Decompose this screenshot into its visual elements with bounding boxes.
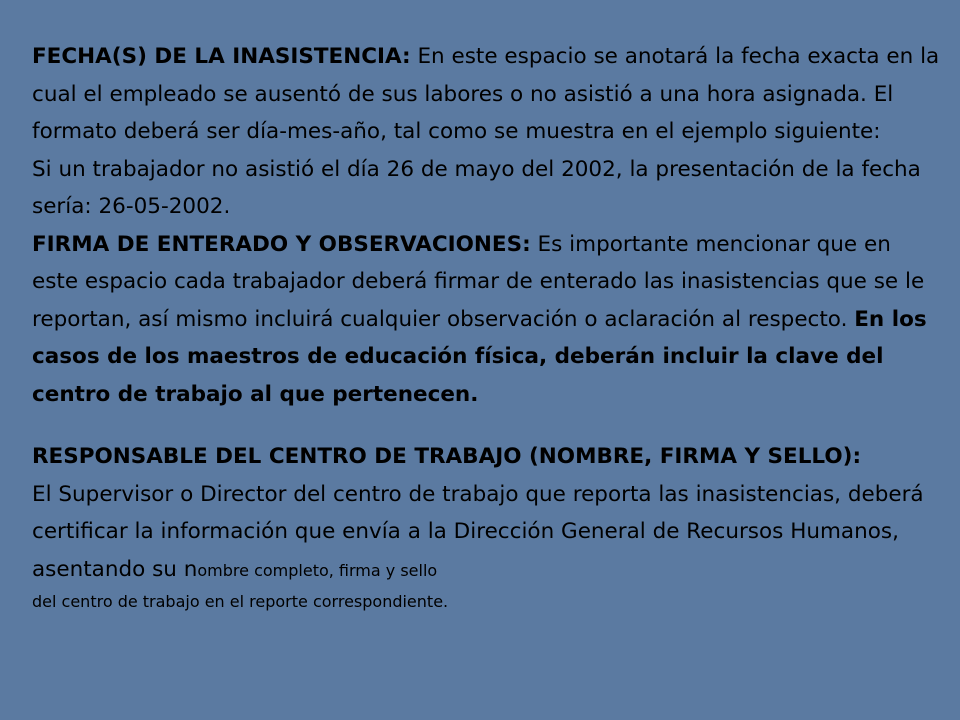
heading-firma: FIRMA DE ENTERADO Y OBSERVACIONES: — [32, 231, 531, 257]
text-fecha: En este espacio se anotará la fecha exacta en la cual el empleado se ausentó de sus labores o no asistió a una hora asignada. El formato deberá ser día-mes-año, tal como se muestra en el ejemplo siguiente: — [32, 44, 940, 144]
heading-fecha: FECHA(S) DE LA INASISTENCIA: — [32, 44, 411, 69]
text-firma-emphasis: En los casos de los maestros de educación física, deberán incluir la clave del centro de trabajo al que pertenecen. — [32, 306, 927, 407]
text-firma: Es importante mencionar que en este espacio cada trabajador deberá firmar de enterado las inasistencias que se le reportan, así mismo incluirá cualquier observación o aclaración al respecto. — [32, 231, 925, 332]
paragraph-gap — [32, 413, 942, 438]
text-responsable-last-line: del centro de trabajo en el reporte correspondiente. — [32, 592, 449, 611]
paragraph-responsable — [32, 476, 942, 590]
paragraph-fecha — [32, 38, 942, 151]
heading-responsable: RESPONSABLE DEL CENTRO DE TRABAJO (NOMBRE, FIRMA Y SELLO): — [32, 444, 862, 469]
slide-text-body — [32, 38, 942, 615]
paragraph-ejemplo: Si un trabajador no asistió el día 26 de mayo del 2002, la presentación de la fecha sería: 26-05-2002. — [32, 156, 921, 219]
text-responsable-small: ombre completo, firma y sello — [197, 560, 438, 580]
text-responsable: El Supervisor o Director del centro de trabajo que reporta las inasistencias, deberá certificar la información que envía a la Dirección General de Recursos Humanos, asentando su n — [32, 481, 924, 582]
paragraph-firma — [32, 226, 942, 414]
